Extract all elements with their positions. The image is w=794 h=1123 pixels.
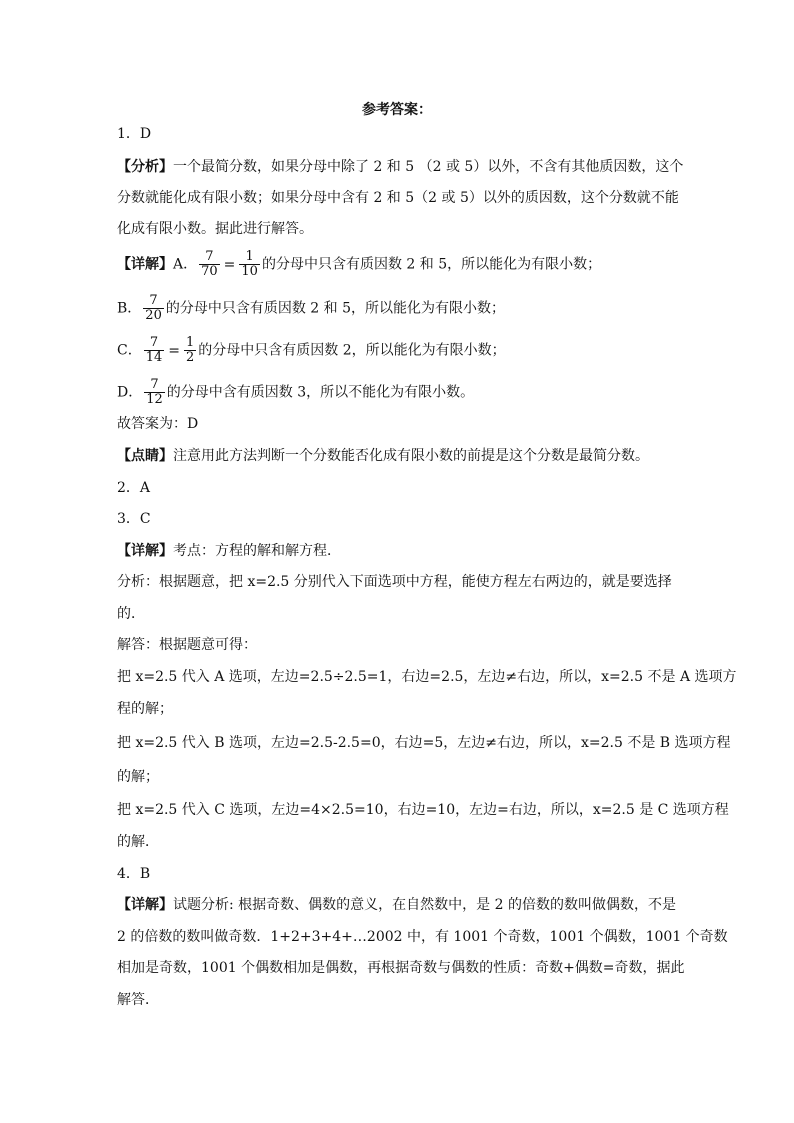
q1-comment: 【点睛】注意用此方法判断一个分数能否化成有限小数的前提是这个分数是最简分数。 <box>117 448 649 464</box>
q1-analysis-line1: 【分析】一个最简分数，如果分母中除了 2 和 5 （2 或 5）以外，不含有其他质因数，这个 <box>117 159 684 175</box>
fraction: $\frac{7}{12}$ <box>146 377 163 407</box>
q4-line3: 相加是奇数，1001 个偶数相加是偶数，再根据奇数与偶数的性质：奇数+偶数=奇数，据此 <box>117 960 685 976</box>
q3-line6: 程的解； <box>117 701 173 717</box>
q4-line2: 2 的倍数的数叫做奇数．1+2+3+4+…2002 中，有 1001 个奇数，1001 个偶数，1001 个奇数 <box>117 929 728 945</box>
detail-tag: 【详解】 <box>117 897 173 913</box>
q1-detail-b: B． $\frac{7}{20}$ 的分母中只含有质因数 2 和 5，所以能化为有限小数； <box>117 293 506 323</box>
q1-detail-d: D． $\frac{7}{12}$ 的分母中含有质因数 3，所以不能化为有限小数。 <box>117 377 475 407</box>
q3-line8: 的解； <box>117 769 159 785</box>
q3-line9: 把 x=2.5 代入 C 选项，左边=4×2.5=10，右边=10，左边=右边，所以，x=2.5 是 C 选项方程 <box>117 802 729 818</box>
q2-number: 2．A <box>117 480 151 496</box>
fraction: $\frac{7}{20}$ <box>145 293 162 323</box>
analysis-tag: 【分析】 <box>117 159 173 175</box>
fraction: $\frac{7}{14}$ <box>145 335 163 365</box>
page-title: 参考答案： <box>362 102 432 118</box>
q1-detail-c: C． $\frac{7}{14}$ = $\frac{1}{2}$ 的分母中只含有质因数 2，所以能化为有限小数； <box>117 335 506 365</box>
q1-detail-a: 【详解】A． $\frac{7}{70}$ = $\frac{1}{10}$ 的分母中只含有质因数 2 和 5，所以能化为有限小数； <box>117 249 602 279</box>
q1-answer: 故答案为：D <box>117 416 199 432</box>
fraction: $\frac{7}{70}$ <box>201 249 218 279</box>
fraction: $\frac{1}{2}$ <box>186 335 195 365</box>
detail-tag: 【详解】 <box>117 543 173 559</box>
comment-tag: 【点睛】 <box>117 448 173 464</box>
q3-detail-line1: 【详解】考点：方程的解和解方程． <box>117 543 341 559</box>
q3-line7: 把 x=2.5 代入 B 选项，左边=2.5-2.5=0，右边=5，左边≠右边，所以，x=2.5 不是 B 选项方程 <box>117 735 731 751</box>
q3-line4: 解答：根据题意可得： <box>117 637 257 653</box>
q3-line5: 把 x=2.5 代入 A 选项，左边=2.5÷2.5=1，右边=2.5，左边≠右边，所以，x=2.5 不是 A 选项方 <box>117 669 737 685</box>
q1-number: 1．D <box>117 126 152 142</box>
q4-number: 4．B <box>117 866 151 882</box>
q3-number: 3．C <box>117 511 151 527</box>
q4-detail-line1: 【详解】试题分析: 根据奇数、偶数的意义，在自然数中，是 2 的倍数的数叫做偶数，不是 <box>117 897 676 913</box>
q3-line2: 分析：根据题意，把 x=2.5 分别代入下面选项中方程，能使方程左右两边的，就是要选择 <box>117 574 672 590</box>
q1-analysis-line2: 分数就能化成有限小数；如果分母中含有 2 和 5（2 或 5）以外的质因数，这个分数就不能 <box>117 190 679 206</box>
q3-line3: 的． <box>117 606 145 622</box>
detail-tag: 【详解】 <box>117 256 173 273</box>
q1-analysis-line3: 化成有限小数。据此进行解答。 <box>117 221 313 237</box>
q3-line10: 的解． <box>117 834 159 850</box>
fraction: $\frac{1}{10}$ <box>241 249 258 279</box>
q4-line4: 解答． <box>117 992 159 1008</box>
